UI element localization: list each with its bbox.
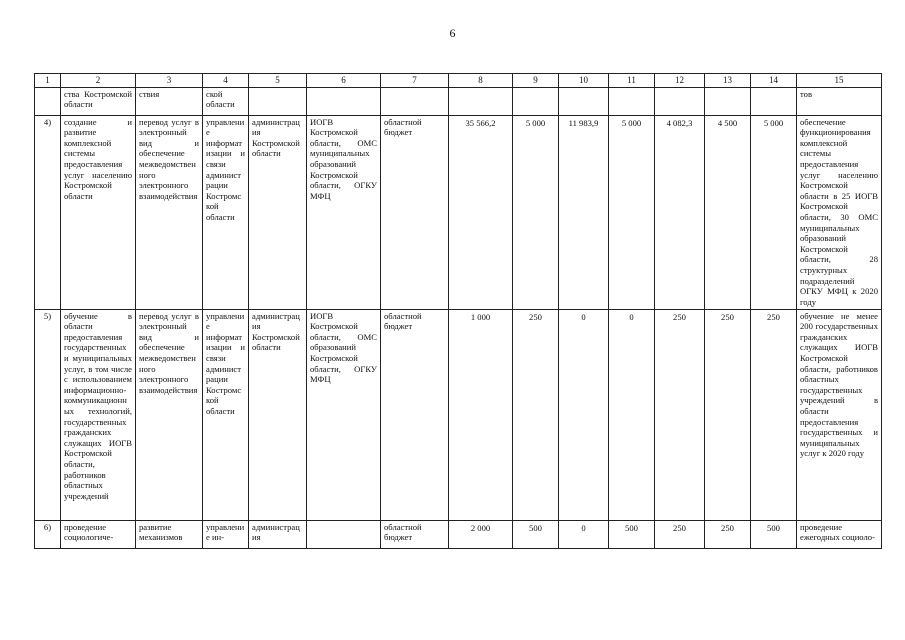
page-number: 6 xyxy=(449,26,456,40)
cell-task: перевод услуг в электронный вид и обеспечение межведомственного электронного взаимодействия xyxy=(136,115,203,309)
cell-source: областной бюджет xyxy=(381,520,449,548)
column-header: 2 xyxy=(61,74,136,88)
cell-responsible: управление ин- xyxy=(203,520,249,548)
cell-year-value: 5 000 xyxy=(609,115,655,309)
cell-index: 5) xyxy=(35,309,61,520)
cell-coexecutor: администрация xyxy=(249,520,307,548)
cell-responsible: управление информатизации и связи администрации Костромской области xyxy=(203,115,249,309)
column-header: 6 xyxy=(307,74,381,88)
column-number-row xyxy=(35,74,882,88)
column-header: 14 xyxy=(751,74,797,88)
column-header: 10 xyxy=(559,74,609,88)
cell-result: обеспечение функционирования комплексной системы предоставления услуг населению Костромской области в 25 ИОГВ Костромской области, 30 ОМС муниципальных образований Костромской области, 28 структурных подразделений ОГКУ МФЦ к 2020 году xyxy=(797,115,882,309)
cell-responsible: управление информатизации и связи администрации Костромской области xyxy=(203,309,249,520)
cell-responsible: ской области xyxy=(203,87,249,115)
cell-year-value: 500 xyxy=(609,520,655,548)
column-header: 13 xyxy=(705,74,751,88)
cell-coexecutor: администрация Костромской области xyxy=(249,115,307,309)
cell-year-value: 250 xyxy=(705,309,751,520)
cell-coexecutor xyxy=(249,87,307,115)
column-header: 9 xyxy=(513,74,559,88)
column-header: 8 xyxy=(449,74,513,88)
column-header: 4 xyxy=(203,74,249,88)
cell-year-value: 5 000 xyxy=(513,115,559,309)
cell-result: тов xyxy=(797,87,882,115)
cell-year-value: 4 500 xyxy=(705,115,751,309)
cell-year-value: 250 xyxy=(655,309,705,520)
cell-task: развитие механизмов xyxy=(136,520,203,548)
column-header: 5 xyxy=(249,74,307,88)
cell-participants: ИОГВ Костромской области, ОМС образований Костромской области, ОГКУ МФЦ xyxy=(307,309,381,520)
cell-year-value: 0 xyxy=(559,309,609,520)
cell-year-value xyxy=(609,87,655,115)
cell-year-value: 250 xyxy=(751,309,797,520)
cell-measure: создание и развитие комплексной системы предоставления услуг населению Костромской области xyxy=(61,115,136,309)
table-row-continuation xyxy=(35,87,882,115)
cell-measure: проведение социологиче- xyxy=(61,520,136,548)
cell-year-value xyxy=(751,87,797,115)
cell-participants xyxy=(307,520,381,548)
table-row xyxy=(35,309,882,520)
program-measures-table xyxy=(34,73,882,549)
cell-total: 35 566,2 xyxy=(449,115,513,309)
cell-coexecutor: администрация Костромской области xyxy=(249,309,307,520)
cell-year-value xyxy=(513,87,559,115)
cell-year-value: 500 xyxy=(751,520,797,548)
cell-index xyxy=(35,87,61,115)
cell-task: ствия xyxy=(136,87,203,115)
column-header: 15 xyxy=(797,74,882,88)
column-header: 1 xyxy=(35,74,61,88)
cell-result: проведение ежегодных социоло- xyxy=(797,520,882,548)
column-header: 7 xyxy=(381,74,449,88)
cell-measure: ства Костромской области xyxy=(61,87,136,115)
cell-year-value xyxy=(559,87,609,115)
cell-index: 6) xyxy=(35,520,61,548)
cell-participants xyxy=(307,87,381,115)
cell-year-value: 0 xyxy=(609,309,655,520)
cell-year-value xyxy=(705,87,751,115)
cell-year-value: 250 xyxy=(655,520,705,548)
cell-year-value: 250 xyxy=(513,309,559,520)
cell-result: обучение не менее 200 государственных гражданских служащих ИОГВ Костромской области, работников областных государственных учреждений в области предоставления государственных и муниципальных услуг к 2020 году xyxy=(797,309,882,520)
cell-year-value: 500 xyxy=(513,520,559,548)
cell-total: 2 000 xyxy=(449,520,513,548)
cell-total xyxy=(449,87,513,115)
cell-year-value xyxy=(655,87,705,115)
cell-year-value: 4 082,3 xyxy=(655,115,705,309)
table-row xyxy=(35,115,882,309)
cell-task: перевод услуг в электронный вид и обеспечение межведомственного электронного взаимодействия xyxy=(136,309,203,520)
cell-source: областной бюджет xyxy=(381,115,449,309)
cell-year-value: 11 983,9 xyxy=(559,115,609,309)
column-header: 3 xyxy=(136,74,203,88)
column-header: 11 xyxy=(609,74,655,88)
cell-source xyxy=(381,87,449,115)
column-header: 12 xyxy=(655,74,705,88)
cell-participants: ИОГВ Костромской области, ОМС муниципальных образований Костромской области, ОГКУ МФЦ xyxy=(307,115,381,309)
cell-year-value: 0 xyxy=(559,520,609,548)
cell-index: 4) xyxy=(35,115,61,309)
cell-total: 1 000 xyxy=(449,309,513,520)
cell-source: областной бюджет xyxy=(381,309,449,520)
cell-measure: обучение в области предоставления государственных и муниципальных услуг, в том числе с использованием информационно-коммуникационных технологий, государственных гражданских служащих ИОГВ Костромской области, работников областных учреждений xyxy=(61,309,136,520)
cell-year-value: 250 xyxy=(705,520,751,548)
cell-year-value: 5 000 xyxy=(751,115,797,309)
table-row xyxy=(35,520,882,548)
